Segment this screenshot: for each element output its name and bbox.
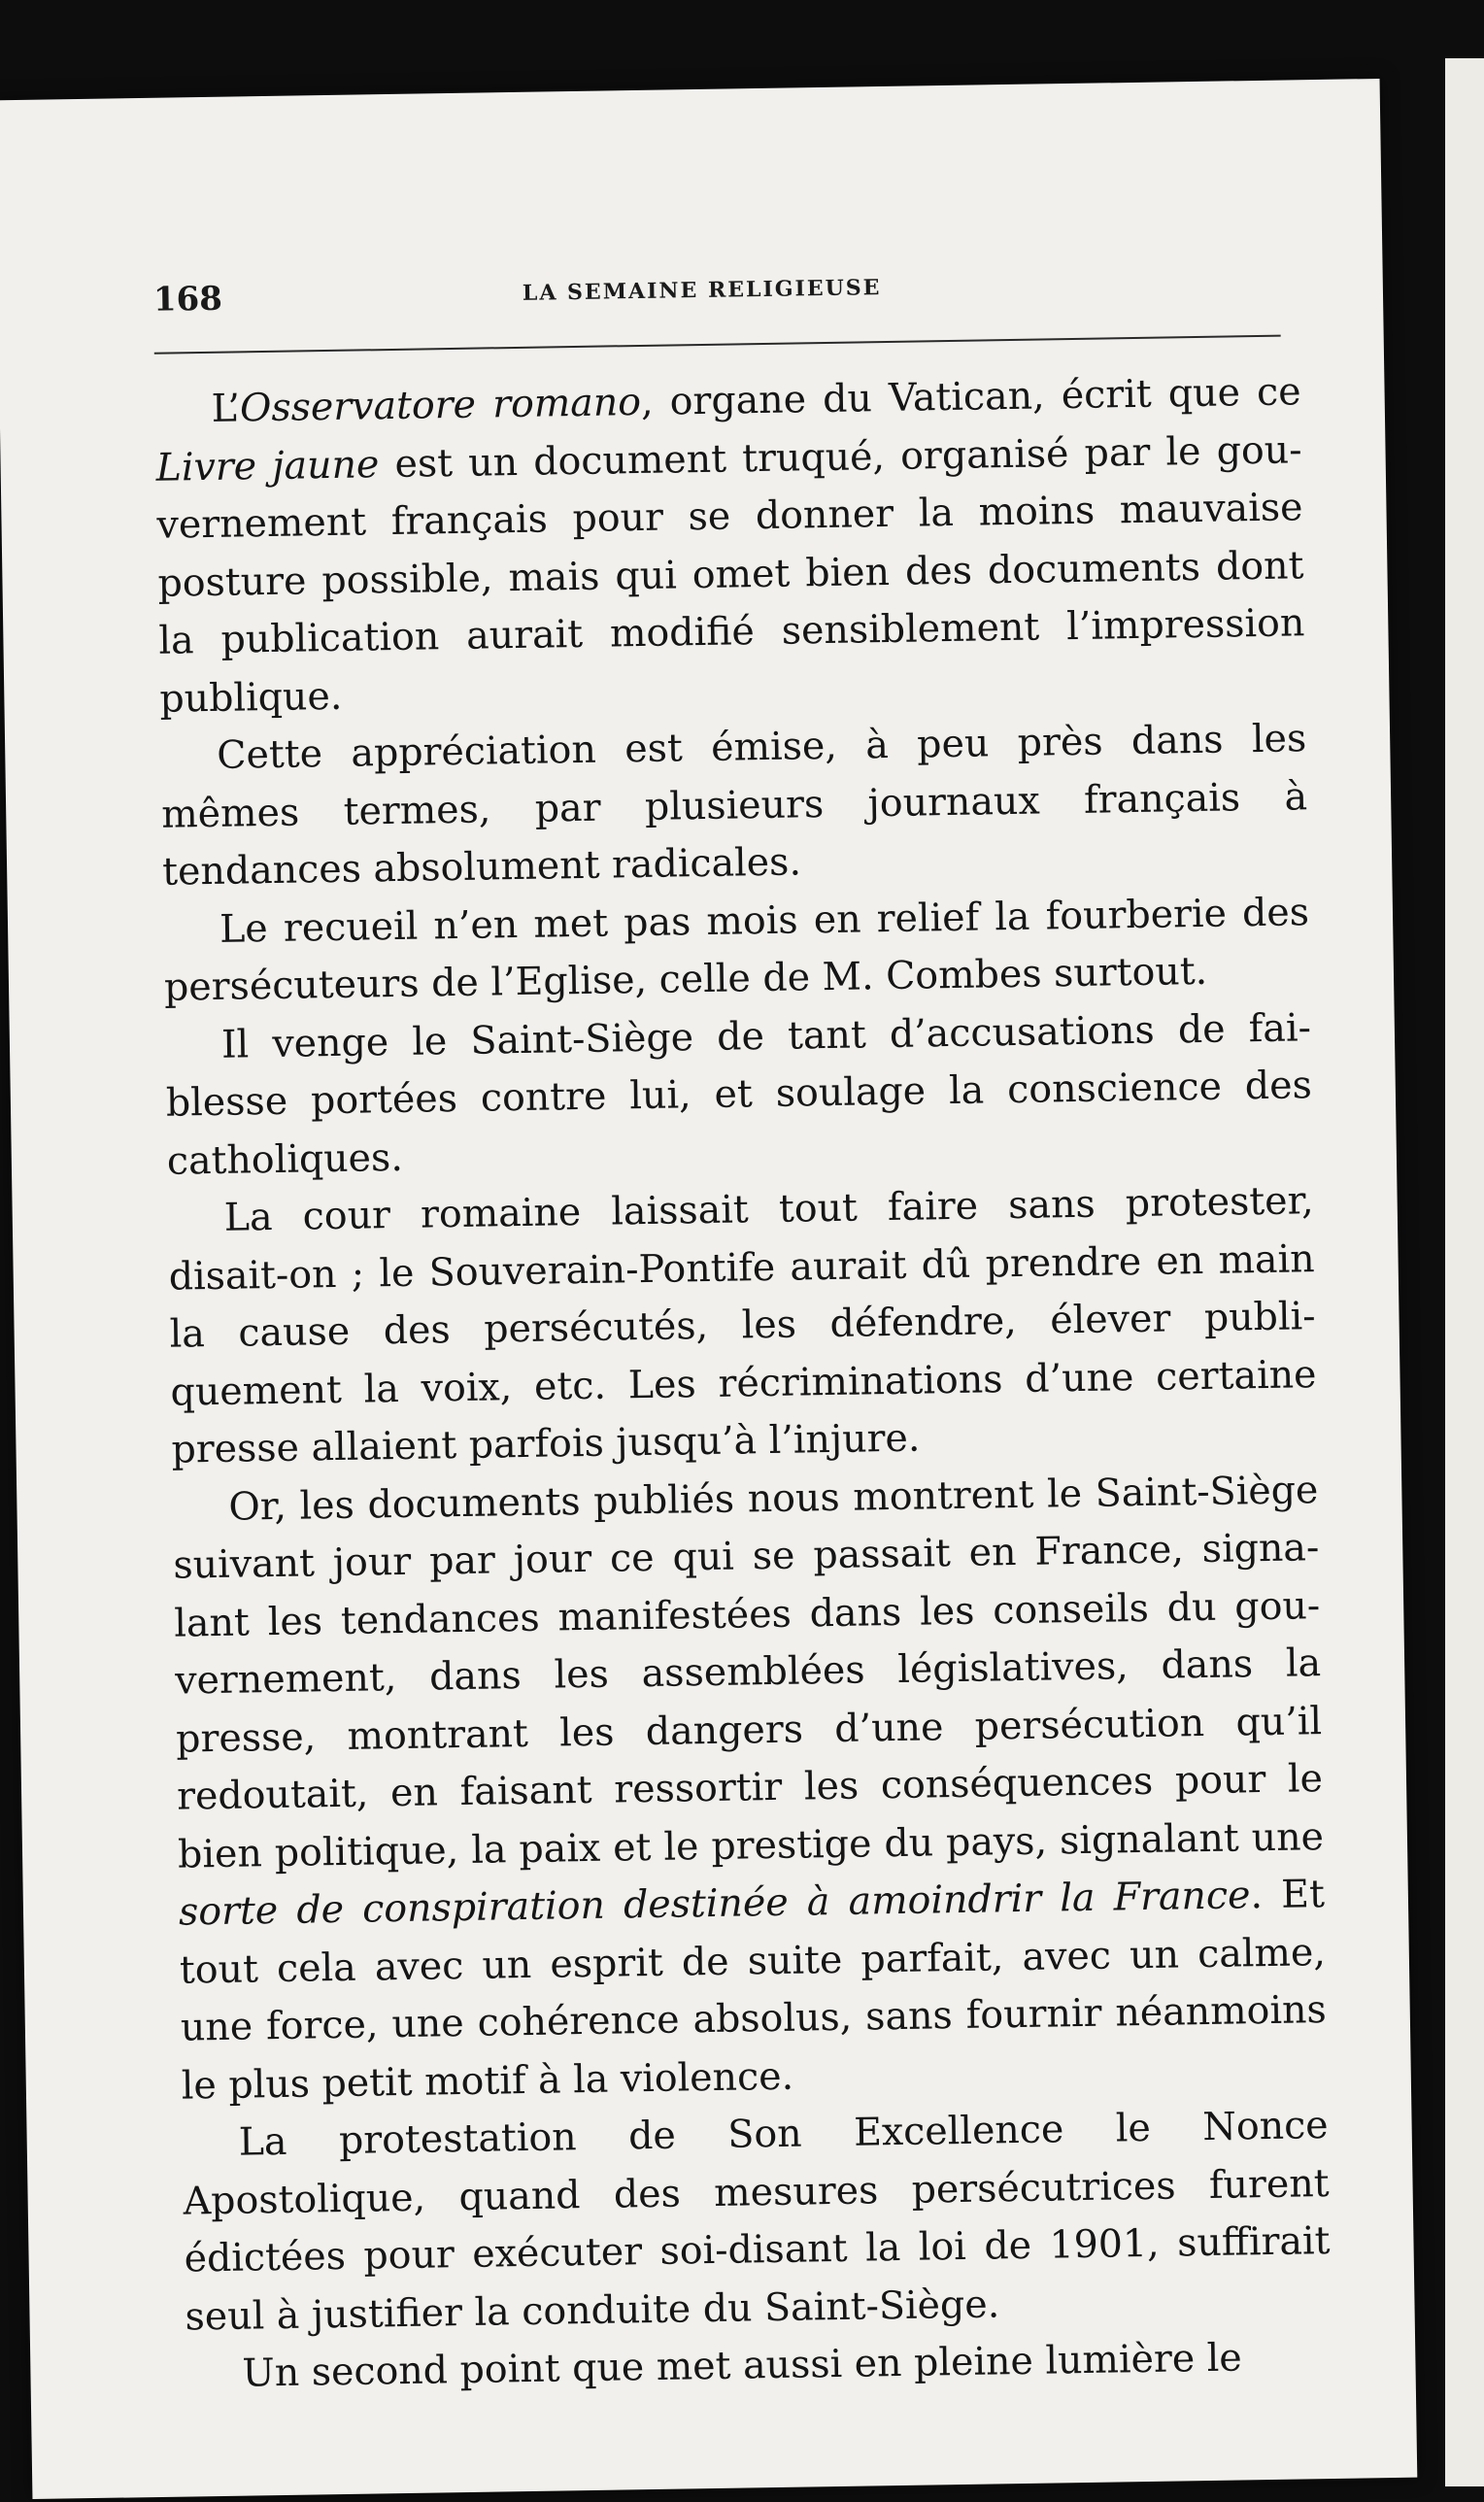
text-run: est un document truqué, organisé par le gouvernement français pour se donner la moins mauvaise posture possible, mais qui omet bien des documents dont la publication aurait modifié sensiblement l’impression publique. (156, 426, 1305, 722)
book-page (0, 79, 1417, 2499)
italic-text: Osservatore romano (239, 379, 642, 431)
body-text (154, 363, 1332, 2404)
paragraph (167, 1172, 1318, 1479)
italic-text: Livre jaune (155, 441, 380, 490)
running-title: LA SEMAINE RELIGIEUSE (522, 275, 882, 306)
page-header (153, 263, 1281, 339)
text-run: Un second point que met aussi en pleine lumière le (242, 2335, 1243, 2396)
text-run: La protestation de Son Excellence le Nonce Apostolique, quand des mesures persécutrices furent édictées pour exécuter soi-disant la loi de 1901, suffirait seul à justifier la conduite du Saint-Siège. (183, 2103, 1331, 2340)
header-rule (154, 335, 1281, 355)
text-run: Or, les documents publiés nous montrent le Saint-Siège suivant jour par jour ce qui se passait en France, signalant les tendances manifestées dans les conseils du gouvernement, dans les assemblées législatives, dans la presse, montrant les dangers d’une persécution qu’il redoutait, en faisant ressortir les conséquences pour le bien politique, la paix et le prestige du pays, signalant une (173, 1467, 1325, 1877)
text-run: Le recueil n’en met pas mois en relief la fourberie des persécuteurs de l’Eglise, celle de M. Combes surtout. (163, 889, 1310, 1010)
text-run: Cette appréciation est émise, à peu près dans les mêmes termes, par plusieurs journaux français à tendances absolument radicales. (160, 716, 1308, 895)
text-run: . Et tout cela avec un esprit de suite parfait, avec un calme, une force, une cohérence absolus, sans fournir néanmoins le plus petit motif à la violence. (179, 1872, 1328, 2109)
page-number: 168 (152, 279, 223, 320)
text-run: La cour romaine laissait tout faire sans protester, disait-on ; le Souverain-Pontife aurait dû prendre en main la cause des persécutés, les défendre, élever publiquement la voix, etc. Les récriminations d’une certaine presse allaient parfois jusqu’à l’injure. (168, 1178, 1317, 1472)
paragraph (172, 1462, 1328, 2115)
italic-text: sorte de conspiration destinée à amoindrir la France (178, 1873, 1251, 1935)
paragraph (160, 710, 1309, 901)
text-run: , organe du Vatican, écrit que ce (640, 369, 1301, 424)
adjacent-page-edge (1445, 58, 1484, 2486)
text-run: Il venge le Saint-Siège de tant d’accusations de faiblesse portées contre lui, et soulage la conscience des catholiques. (165, 1004, 1313, 1184)
paragraph (163, 884, 1311, 1018)
text-run: L’ (211, 386, 241, 431)
paragraph (154, 363, 1305, 727)
paragraph (182, 2097, 1332, 2347)
paragraph (165, 999, 1314, 1191)
